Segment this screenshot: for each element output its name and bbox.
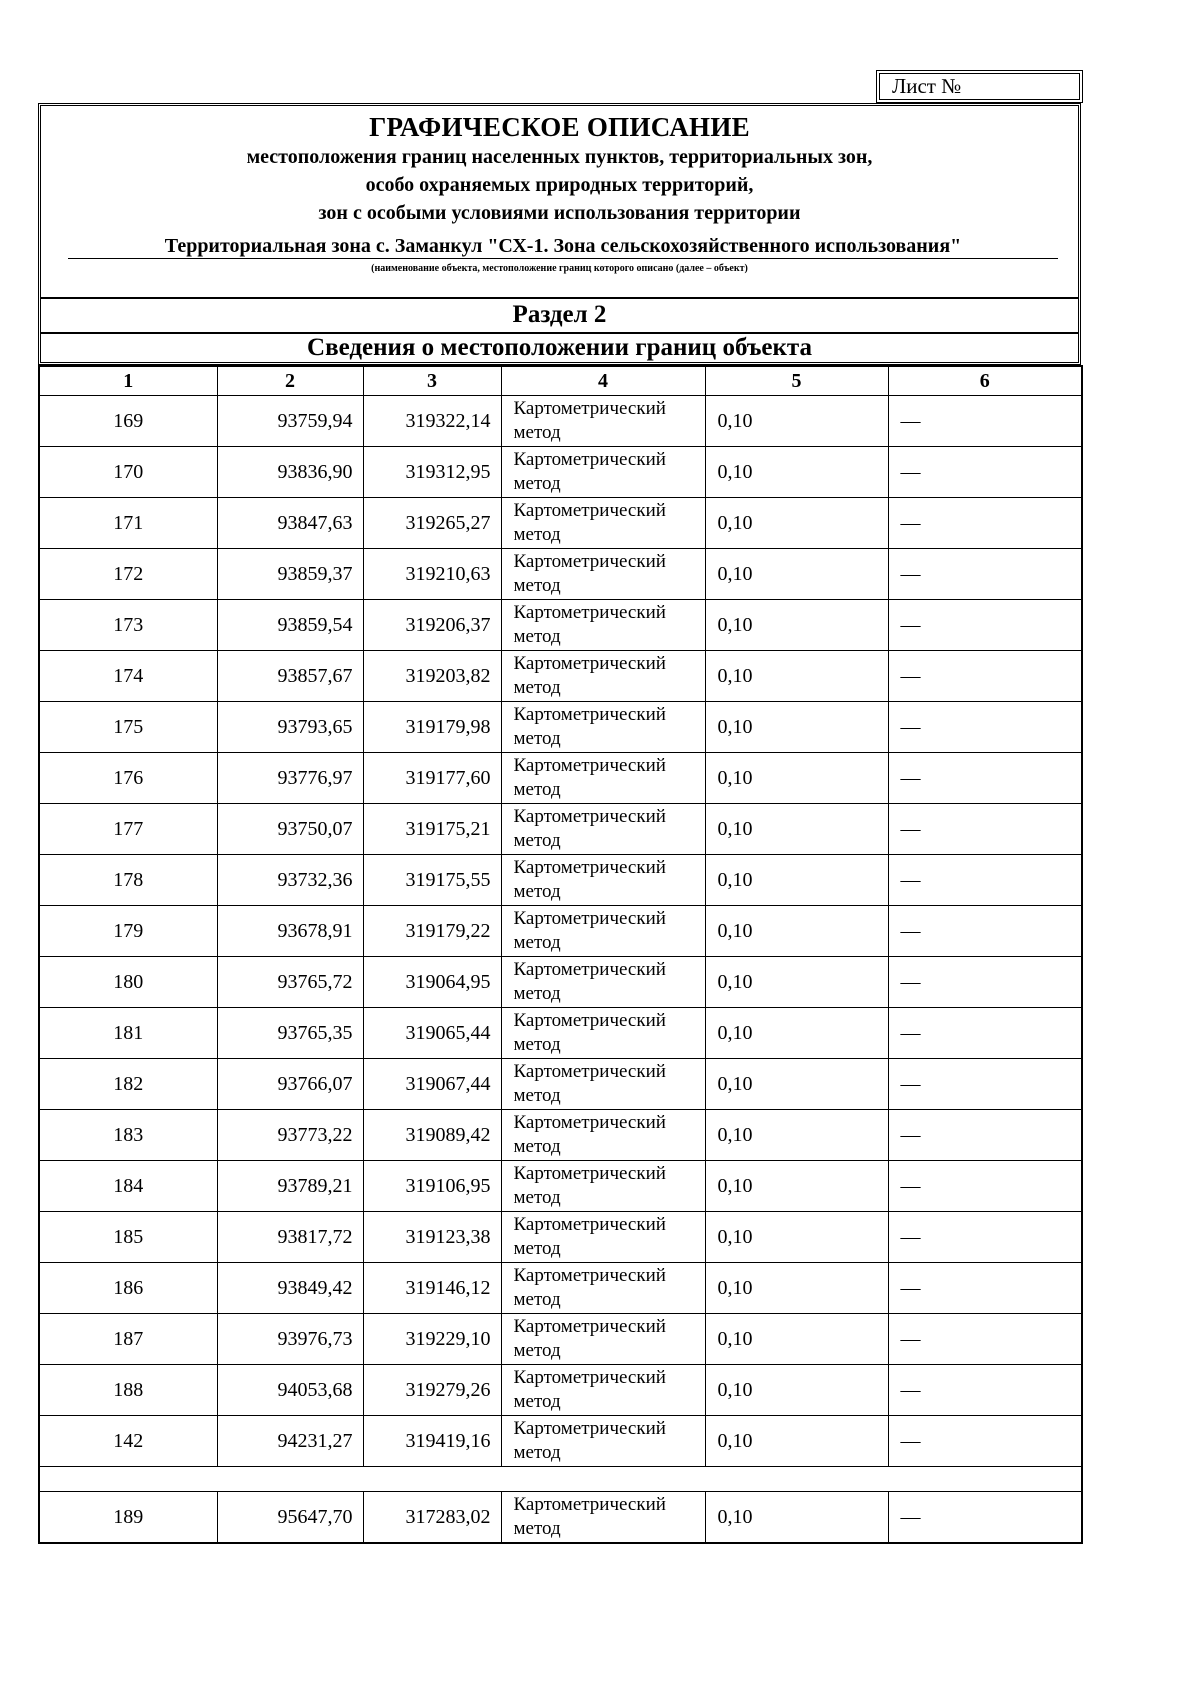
method-cell: [501, 1492, 705, 1544]
table-row: [39, 651, 1082, 702]
coordinate-x: 93732,36: [217, 855, 363, 906]
point-number: 180: [39, 957, 217, 1008]
method-line-1: Картометрический: [513, 806, 666, 827]
table-row: [39, 1416, 1082, 1467]
method-line-1: Картометрический: [513, 398, 666, 419]
accuracy: 0,10: [705, 957, 888, 1008]
accuracy: 0,10: [705, 1365, 888, 1416]
method-cell: [501, 1110, 705, 1161]
note: —: [888, 702, 1082, 753]
method-line-2: метод: [513, 1085, 561, 1106]
accuracy: 0,10: [705, 600, 888, 651]
coordinate-x: 93847,63: [217, 498, 363, 549]
coordinate-y: 319065,44: [363, 1008, 501, 1059]
table-row: [39, 1492, 1082, 1544]
method-line-2: метод: [513, 1136, 561, 1157]
method-cell: [501, 549, 705, 600]
method-cell: [501, 1008, 705, 1059]
note: —: [888, 447, 1082, 498]
method-line-1: Картометрический: [513, 857, 666, 878]
section-title: Раздел 2: [512, 301, 607, 328]
method-line-2: метод: [513, 1442, 561, 1463]
divider: [41, 297, 1078, 299]
coordinate-x: 94231,27: [217, 1416, 363, 1467]
point-number: 174: [39, 651, 217, 702]
point-number: 176: [39, 753, 217, 804]
method-line-2: метод: [513, 626, 561, 647]
coordinate-y: 317283,02: [363, 1492, 501, 1544]
point-number: 170: [39, 447, 217, 498]
method-cell: [501, 396, 705, 447]
table-header-row: [39, 366, 1082, 396]
point-number: 173: [39, 600, 217, 651]
method-cell: [501, 1263, 705, 1314]
coordinate-x: 93817,72: [217, 1212, 363, 1263]
method-line-2: метод: [513, 1187, 561, 1208]
accuracy: 0,10: [705, 1212, 888, 1263]
coordinate-x: 95647,70: [217, 1492, 363, 1544]
method-cell: [501, 702, 705, 753]
column-header: 3: [363, 366, 501, 396]
accuracy: 0,10: [705, 1263, 888, 1314]
table-row: [39, 1365, 1082, 1416]
point-number: 172: [39, 549, 217, 600]
method-cell: [501, 1314, 705, 1365]
accuracy: 0,10: [705, 549, 888, 600]
method-line-1: Картометрический: [513, 1061, 666, 1082]
sheet-number-label: Лист №: [892, 74, 962, 98]
accuracy: 0,10: [705, 1314, 888, 1365]
table-row: [39, 855, 1082, 906]
accuracy: 0,10: [705, 1008, 888, 1059]
coordinate-y: 319206,37: [363, 600, 501, 651]
section-subtitle: Сведения о местоположении границ объекта: [307, 334, 812, 361]
point-number: 182: [39, 1059, 217, 1110]
accuracy: 0,10: [705, 651, 888, 702]
note: —: [888, 1008, 1082, 1059]
document-subtitle-line-3: зон с особыми условиями использования территории: [318, 202, 801, 224]
point-number: 185: [39, 1212, 217, 1263]
coordinate-y: 319175,55: [363, 855, 501, 906]
note: —: [888, 1110, 1082, 1161]
accuracy: 0,10: [705, 1059, 888, 1110]
coordinate-y: 319067,44: [363, 1059, 501, 1110]
accuracy: 0,10: [705, 804, 888, 855]
coordinate-y: 319265,27: [363, 498, 501, 549]
note: —: [888, 1263, 1082, 1314]
note: —: [888, 1212, 1082, 1263]
method-cell: [501, 1212, 705, 1263]
method-cell: [501, 753, 705, 804]
method-cell: [501, 804, 705, 855]
method-line-2: метод: [513, 524, 561, 545]
point-number: 187: [39, 1314, 217, 1365]
coordinate-y: 319312,95: [363, 447, 501, 498]
coordinate-y: 319210,63: [363, 549, 501, 600]
note: —: [888, 498, 1082, 549]
coordinate-x: 93765,35: [217, 1008, 363, 1059]
coordinate-y: 319106,95: [363, 1161, 501, 1212]
method-line-2: метод: [513, 1238, 561, 1259]
table-row: [39, 1008, 1082, 1059]
accuracy: 0,10: [705, 855, 888, 906]
table-row: [39, 600, 1082, 651]
table-row: [39, 1212, 1082, 1263]
coordinate-x: 93759,94: [217, 396, 363, 447]
point-number: 175: [39, 702, 217, 753]
method-cell: [501, 906, 705, 957]
method-line-2: метод: [513, 1391, 561, 1412]
method-line-2: метод: [513, 932, 561, 953]
point-number: 142: [39, 1416, 217, 1467]
coordinate-y: 319203,82: [363, 651, 501, 702]
coordinate-y: 319089,42: [363, 1110, 501, 1161]
method-line-1: Картометрический: [513, 1418, 666, 1439]
method-cell: [501, 1161, 705, 1212]
note: —: [888, 1161, 1082, 1212]
method-line-1: Картометрический: [513, 1010, 666, 1031]
column-header: 2: [217, 366, 363, 396]
empty-cell: [39, 1467, 1082, 1492]
accuracy: 0,10: [705, 396, 888, 447]
method-line-2: метод: [513, 728, 561, 749]
accuracy: 0,10: [705, 1416, 888, 1467]
method-cell: [501, 498, 705, 549]
table-row: [39, 447, 1082, 498]
coordinate-x: 93857,67: [217, 651, 363, 702]
note: —: [888, 1365, 1082, 1416]
column-header: 5: [705, 366, 888, 396]
method-line-2: метод: [513, 1518, 561, 1539]
coordinate-y: 319123,38: [363, 1212, 501, 1263]
note: —: [888, 1314, 1082, 1365]
coordinate-x: 93750,07: [217, 804, 363, 855]
coordinate-x: 93765,72: [217, 957, 363, 1008]
method-line-1: Картометрический: [513, 1214, 666, 1235]
table-row: [39, 498, 1082, 549]
method-line-2: метод: [513, 881, 561, 902]
method-line-2: метод: [513, 983, 561, 1004]
document-title: ГРАФИЧЕСКОЕ ОПИСАНИЕ: [369, 112, 750, 142]
coordinate-y: 319064,95: [363, 957, 501, 1008]
table-row: [39, 804, 1082, 855]
column-header: 6: [888, 366, 1082, 396]
method-line-1: Картометрический: [513, 551, 666, 572]
table-row: [39, 753, 1082, 804]
point-number: 188: [39, 1365, 217, 1416]
method-line-2: метод: [513, 1034, 561, 1055]
coordinate-x: 93859,37: [217, 549, 363, 600]
coordinate-y: 319179,98: [363, 702, 501, 753]
coordinate-y: 319229,10: [363, 1314, 501, 1365]
accuracy: 0,10: [705, 498, 888, 549]
accuracy: 0,10: [705, 1492, 888, 1544]
method-cell: [501, 1365, 705, 1416]
method-line-2: метод: [513, 1289, 561, 1310]
coordinate-x: 93976,73: [217, 1314, 363, 1365]
method-line-2: метод: [513, 575, 561, 596]
table-row: [39, 957, 1082, 1008]
coordinate-x: 93793,65: [217, 702, 363, 753]
coordinate-y: 319419,16: [363, 1416, 501, 1467]
method-line-1: Картометрический: [513, 1494, 666, 1515]
method-line-1: Картометрический: [513, 1112, 666, 1133]
point-number: 169: [39, 396, 217, 447]
column-header: 1: [39, 366, 217, 396]
table-row: [39, 906, 1082, 957]
coordinate-x: 93678,91: [217, 906, 363, 957]
method-line-1: Картометрический: [513, 755, 666, 776]
document-subtitle-line-1: местоположения границ населенных пунктов, территориальных зон,: [246, 146, 873, 168]
note: —: [888, 396, 1082, 447]
method-line-1: Картометрический: [513, 908, 666, 929]
method-cell: [501, 1416, 705, 1467]
accuracy: 0,10: [705, 447, 888, 498]
accuracy: 0,10: [705, 906, 888, 957]
note: —: [888, 600, 1082, 651]
object-name-caption: (наименование объекта, местоположение границ которого описано (далее – объект): [371, 263, 748, 274]
coordinate-x: 93789,21: [217, 1161, 363, 1212]
object-name: Территориальная зона с. Заманкул "СХ-1. Зона сельскохозяйственного использования": [68, 234, 1058, 259]
coordinate-y: 319322,14: [363, 396, 501, 447]
note: —: [888, 906, 1082, 957]
document-header-frame: [38, 103, 1081, 365]
method-line-2: метод: [513, 830, 561, 851]
accuracy: 0,10: [705, 753, 888, 804]
method-line-2: метод: [513, 473, 561, 494]
method-cell: [501, 957, 705, 1008]
point-number: 177: [39, 804, 217, 855]
method-line-1: Картометрический: [513, 500, 666, 521]
accuracy: 0,10: [705, 1110, 888, 1161]
note: —: [888, 804, 1082, 855]
method-cell: [501, 600, 705, 651]
point-number: 189: [39, 1492, 217, 1544]
table-row: [39, 1059, 1082, 1110]
point-number: 183: [39, 1110, 217, 1161]
coordinate-y: 319175,21: [363, 804, 501, 855]
method-line-1: Картометрический: [513, 449, 666, 470]
method-cell: [501, 447, 705, 498]
coordinates-table: [38, 365, 1083, 1544]
method-line-1: Картометрический: [513, 704, 666, 725]
method-line-1: Картометрический: [513, 1367, 666, 1388]
note: —: [888, 1416, 1082, 1467]
method-cell: [501, 651, 705, 702]
table-row: [39, 702, 1082, 753]
method-line-2: метод: [513, 422, 561, 443]
coordinate-y: 319179,22: [363, 906, 501, 957]
note: —: [888, 855, 1082, 906]
table-row: [39, 1161, 1082, 1212]
point-number: 186: [39, 1263, 217, 1314]
sheet-number-box: [879, 73, 1080, 100]
method-line-1: Картометрический: [513, 1163, 666, 1184]
table-row: [39, 549, 1082, 600]
coordinate-x: 93773,22: [217, 1110, 363, 1161]
column-header: 4: [501, 366, 705, 396]
method-line-1: Картометрический: [513, 959, 666, 980]
coordinate-y: 319279,26: [363, 1365, 501, 1416]
coordinate-x: 93836,90: [217, 447, 363, 498]
point-number: 184: [39, 1161, 217, 1212]
method-line-2: метод: [513, 1340, 561, 1361]
table-row: [39, 396, 1082, 447]
table-row: [39, 1263, 1082, 1314]
note: —: [888, 1059, 1082, 1110]
method-line-1: Картометрический: [513, 602, 666, 623]
coordinate-x: 93766,07: [217, 1059, 363, 1110]
coordinate-y: 319146,12: [363, 1263, 501, 1314]
note: —: [888, 957, 1082, 1008]
document-subtitle-line-2: особо охраняемых природных территорий,: [365, 174, 754, 196]
coordinate-x: 93849,42: [217, 1263, 363, 1314]
method-line-1: Картометрический: [513, 1265, 666, 1286]
table-gap-row: [39, 1467, 1082, 1492]
note: —: [888, 549, 1082, 600]
point-number: 171: [39, 498, 217, 549]
coordinate-x: 93859,54: [217, 600, 363, 651]
method-cell: [501, 855, 705, 906]
method-line-2: метод: [513, 779, 561, 800]
point-number: 178: [39, 855, 217, 906]
point-number: 179: [39, 906, 217, 957]
table-row: [39, 1314, 1082, 1365]
note: —: [888, 1492, 1082, 1544]
method-line-2: метод: [513, 677, 561, 698]
coordinate-x: 93776,97: [217, 753, 363, 804]
coordinate-y: 319177,60: [363, 753, 501, 804]
accuracy: 0,10: [705, 702, 888, 753]
method-line-1: Картометрический: [513, 653, 666, 674]
note: —: [888, 753, 1082, 804]
accuracy: 0,10: [705, 1161, 888, 1212]
point-number: 181: [39, 1008, 217, 1059]
method-line-1: Картометрический: [513, 1316, 666, 1337]
coordinate-x: 94053,68: [217, 1365, 363, 1416]
table-row: [39, 1110, 1082, 1161]
method-cell: [501, 1059, 705, 1110]
note: —: [888, 651, 1082, 702]
